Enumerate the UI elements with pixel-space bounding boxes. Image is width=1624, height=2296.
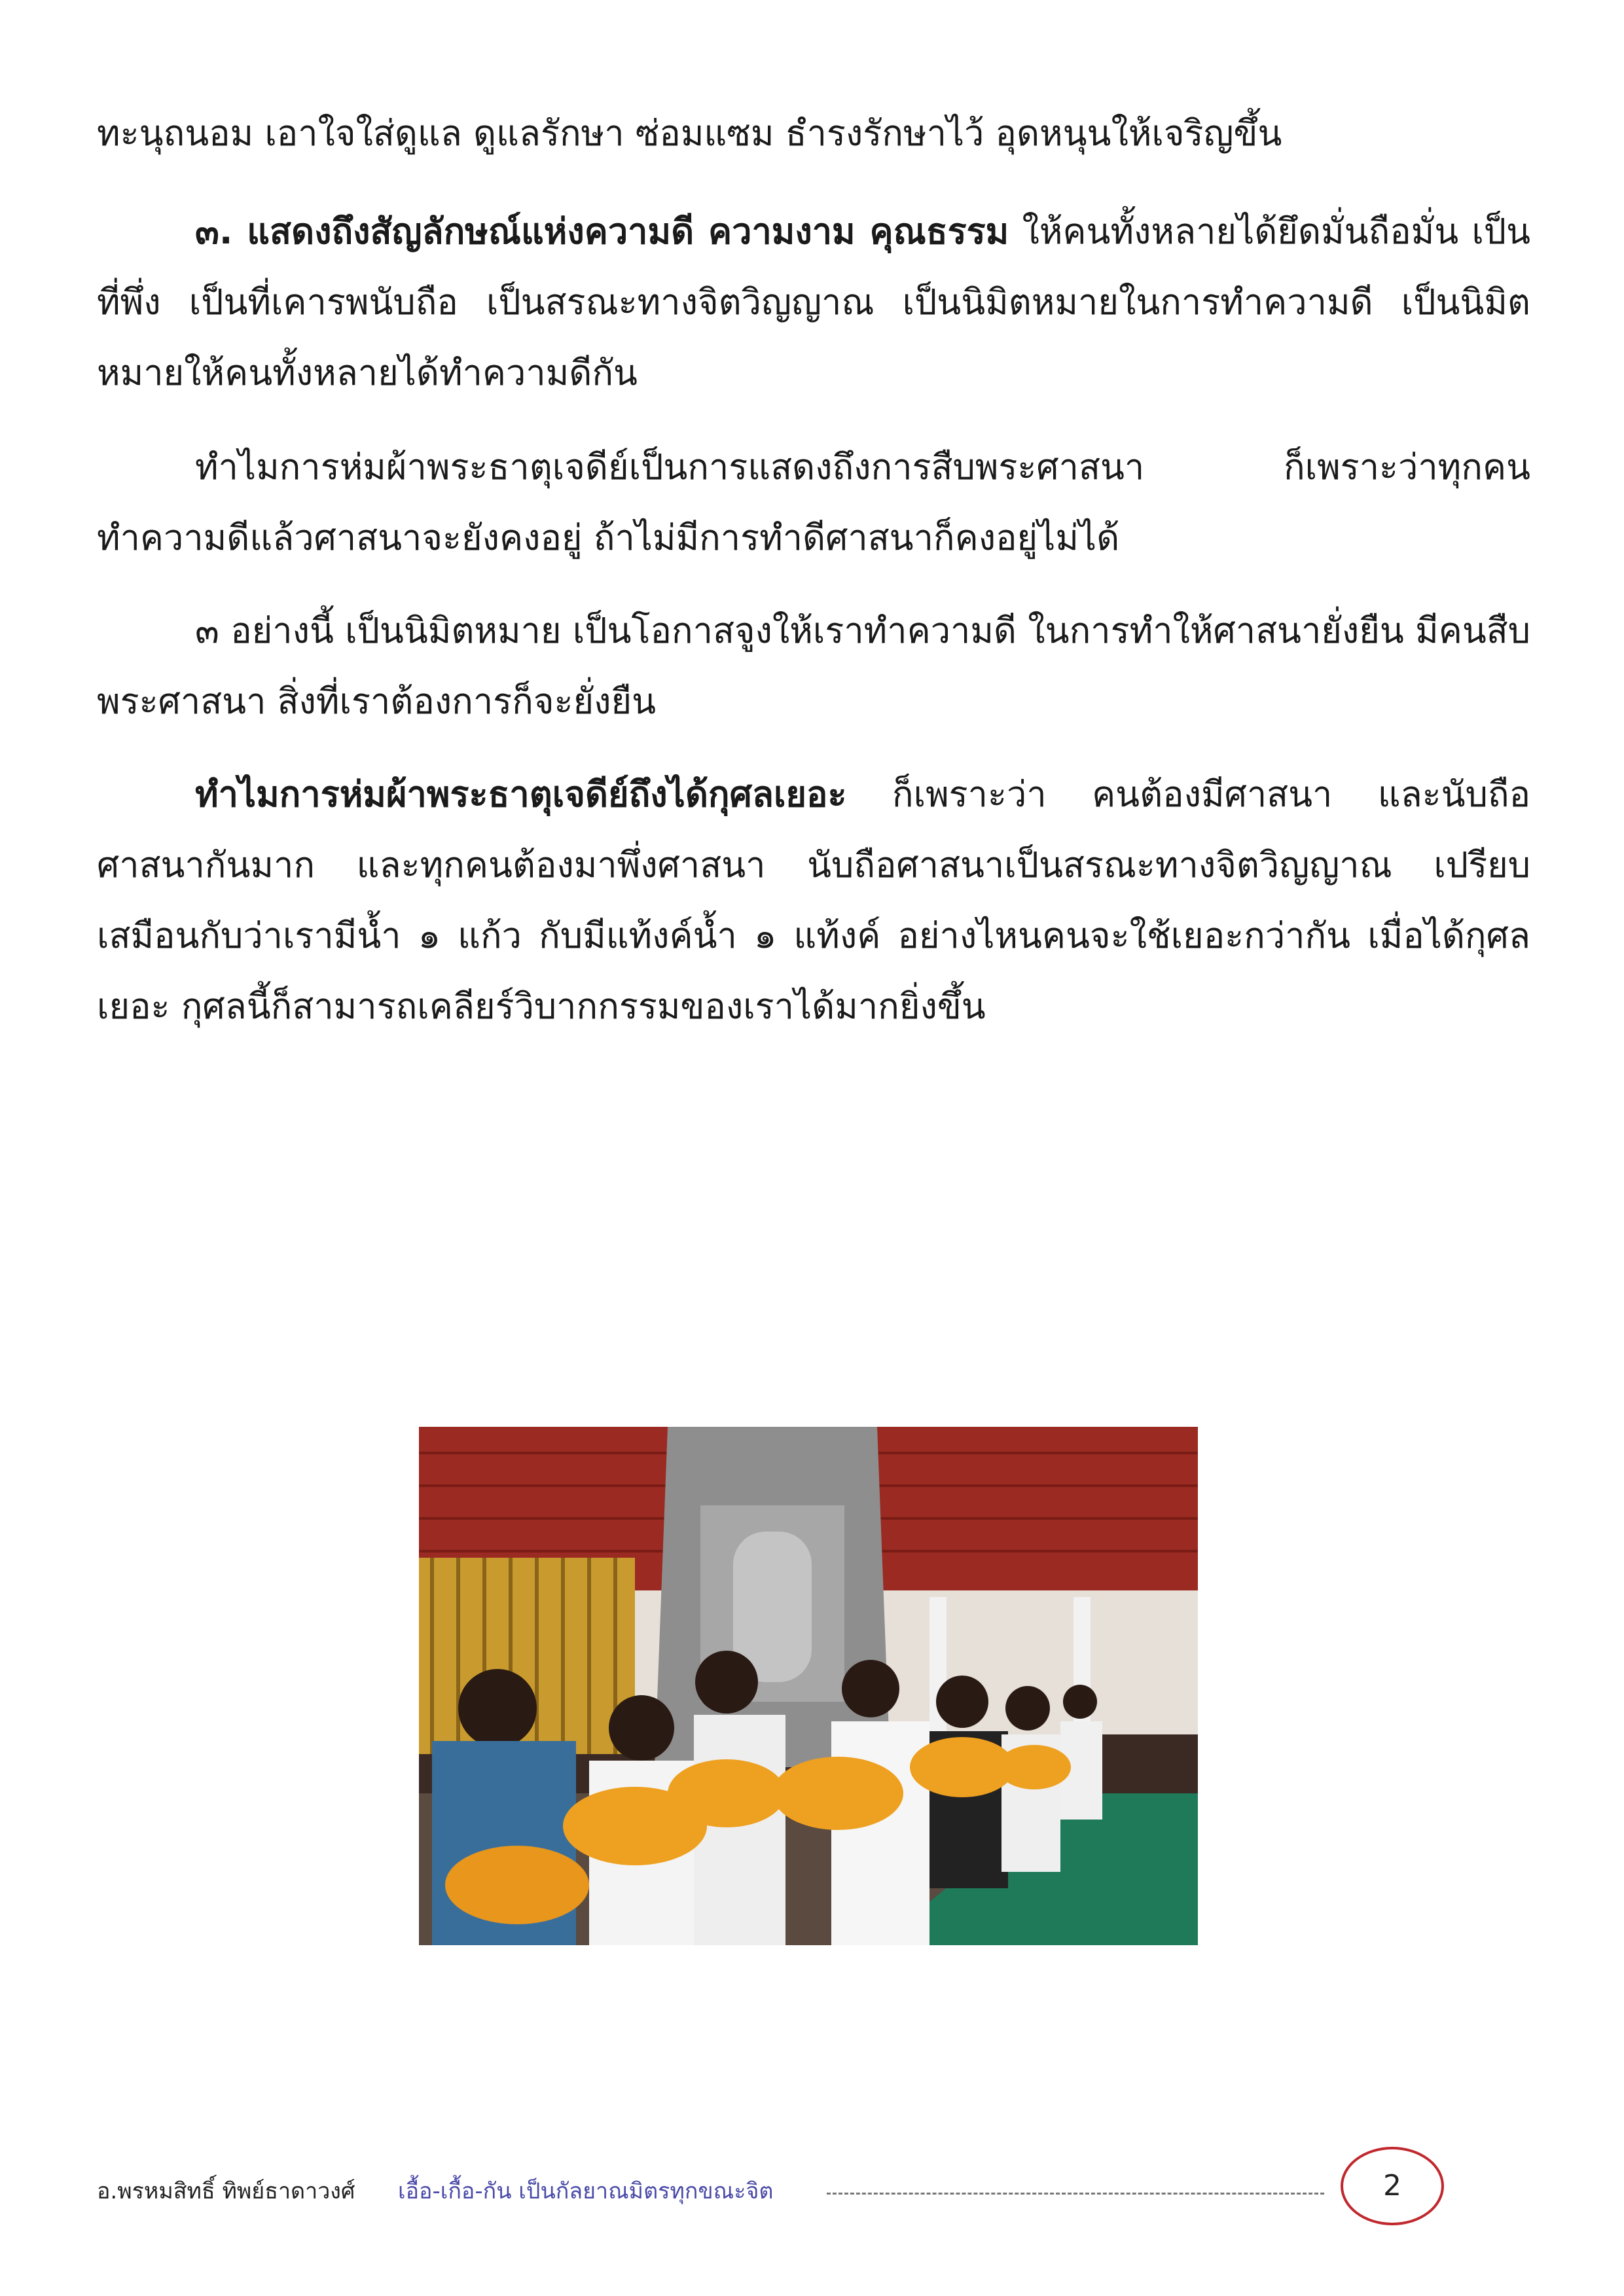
paragraph-2-text xyxy=(97,196,1530,408)
paragraph-5-body: ก็เพราะว่า คนต้องมีศาสนา และนับถือศาสนากันมาก และทุกคนต้องมาพึ่งศาสนา นับถือศาสนาเป็นสรณะทางจิตวิญญาณ เปรียบเสมือนกับว่าเรามีน้ำ ๑ แก้ว กับมีแท้งค์น้ำ ๑ แท้งค์ อย่างไหนคนจะใช้เยอะกว่ากัน เมื่อได้กุศลเยอะ กุศลนี้ก็สามารถเคลียร์วิบากกรรมของเราได้มากยิ่งขึ้น xyxy=(97,774,1530,1027)
paragraph-2-body: ให้คนทั้งหลายได้ยึดมั่นถือมั่น เป็นที่พึ่ง เป็นที่เคารพนับถือ เป็นสรณะทางจิตวิญญาณ เป็นนิมิตหมายในการทำความดี เป็นนิมิตหมายให้คนทั้งหลายได้ทำความดีกัน xyxy=(97,211,1530,393)
ceremony-photo xyxy=(419,1427,1198,1945)
paragraph-3 xyxy=(97,432,1530,573)
paragraph-2-heading: ๓. แสดงถึงสัญลักษณ์แห่งความดี ความงาม คุณธรรม xyxy=(195,211,1009,252)
footer-author: อ.พรหมสิทธิ์ ทิพย์ธาดาวงศ์ xyxy=(97,2178,355,2204)
paragraph-3-text: ทำไมการห่มผ้าพระธาตุเจดีย์เป็นการแสดงถึงการสืบพระศาสนา ก็เพราะว่าทุกคนทำความดีแล้วศาสนาจะยังคงอยู่ ถ้าไม่มีการทำดีศาสนาก็คงอยู่ไม่ได้ xyxy=(97,446,1530,558)
paragraph-4-text: ๓ อย่างนี้ เป็นนิมิตหมาย เป็นโอกาสจูงให้เราทำความดี ในการทำให้ศาสนายั่งยืน มีคนสืบพระศาสนา สิ่งที่เราต้องการก็จะยั่งยืน xyxy=(97,610,1530,722)
paragraph-1-text: ทะนุถนอม เอาใจใส่ดูแล ดูแลรักษา ซ่อมแซม ธำรงรักษาไว้ อุดหนุนให้เจริญขึ้น xyxy=(97,113,1282,154)
paragraph-5-text xyxy=(97,759,1530,1042)
page-footer xyxy=(97,2147,1537,2225)
paragraph-1 xyxy=(97,98,1530,169)
paragraph-5 xyxy=(97,759,1530,1042)
paragraph-5-heading: ทำไมการห่มผ้าพระธาตุเจดีย์ถึงได้กุศลเยอะ xyxy=(195,774,847,815)
footer-dotted-rule xyxy=(827,2193,1324,2195)
paragraph-4 xyxy=(97,596,1530,737)
ceremony-photo-illustration xyxy=(419,1427,1198,1945)
footer-title: เอื้อ-เกื้อ-กัน เป็นกัลยาณมิตรทุกขณะจิต xyxy=(398,2178,774,2204)
page-number: 2 xyxy=(1341,2147,1444,2225)
paragraph-2 xyxy=(97,196,1530,408)
